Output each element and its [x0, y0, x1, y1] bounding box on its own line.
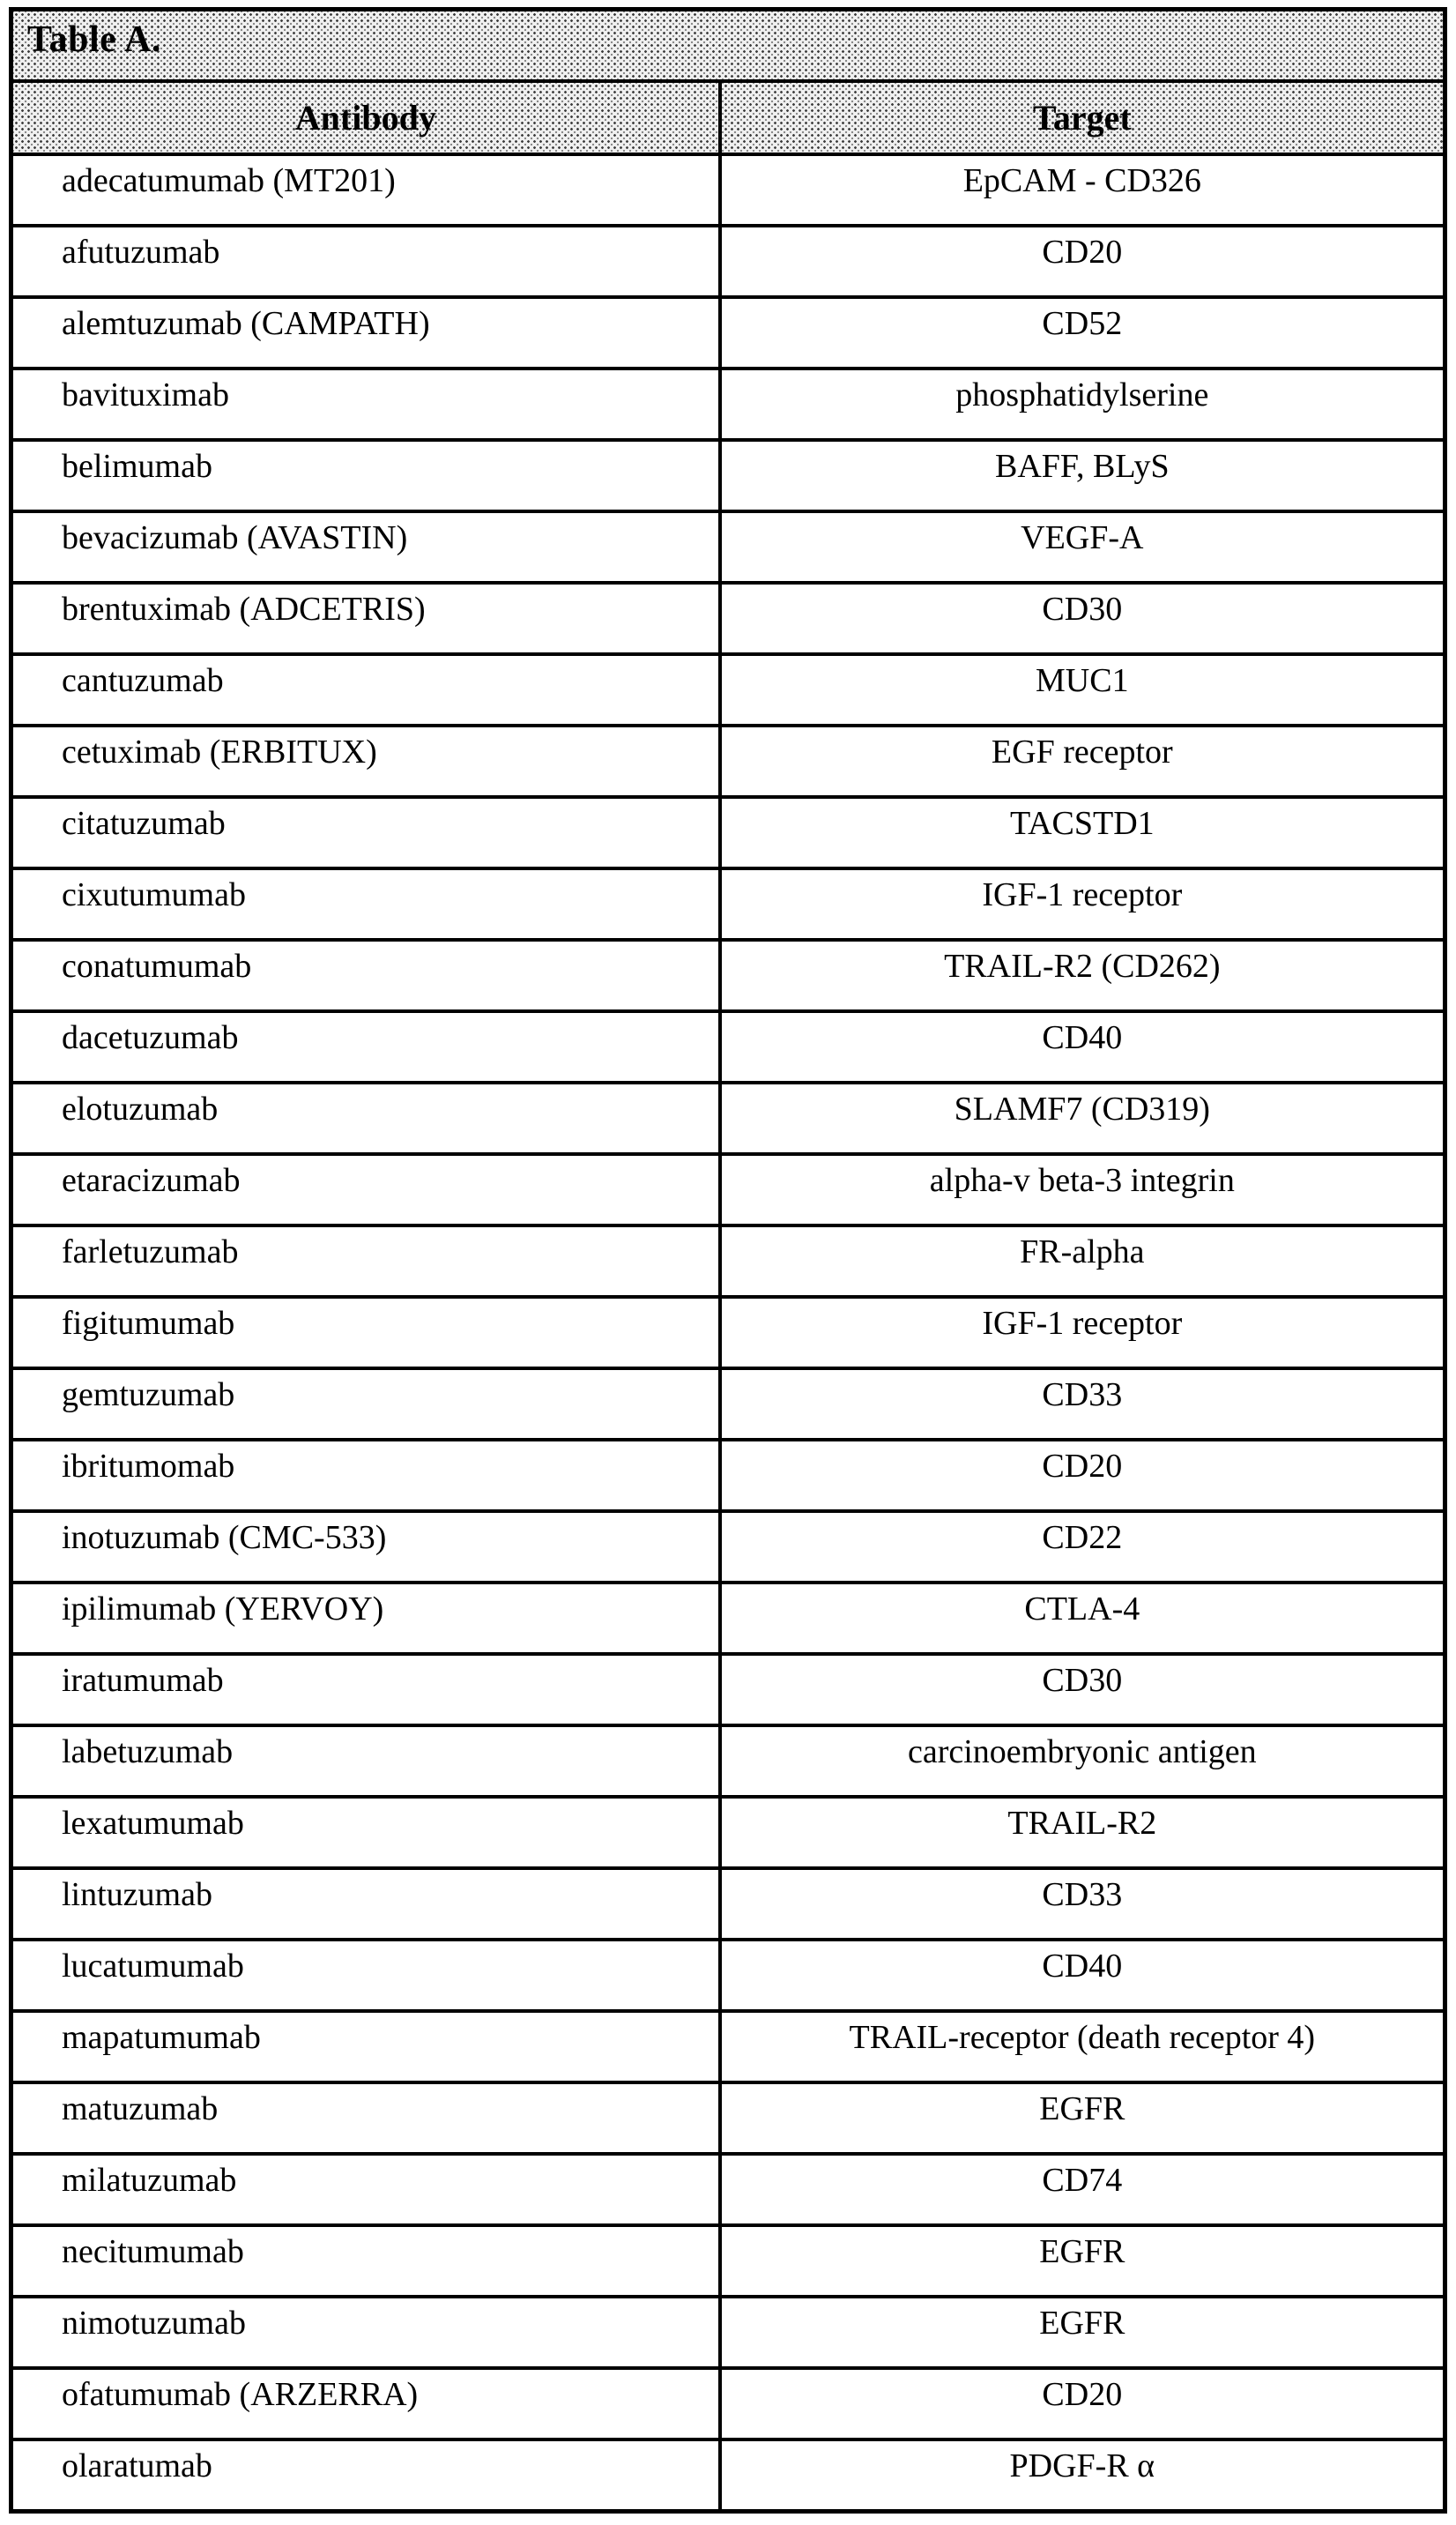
target-cell: CD74 — [718, 2156, 1443, 2223]
column-header-antibody: Antibody — [294, 97, 436, 138]
target-cell: CTLA-4 — [718, 1584, 1443, 1652]
antibody-cell: adecatumumab (MT201) — [62, 162, 396, 199]
antibody-cell: nimotuzumab — [62, 2305, 246, 2342]
target-cell: CD40 — [718, 1013, 1443, 1081]
antibody-cell: elotuzumab — [62, 1091, 219, 1128]
target-cell: CD33 — [718, 1370, 1443, 1438]
table-row — [13, 1795, 1443, 1866]
target-cell: EGFR — [718, 2298, 1443, 2366]
antibody-cell: lintuzumab — [62, 1876, 212, 1913]
column-header-target: Target — [718, 83, 1443, 153]
table-row — [13, 1509, 1443, 1581]
target-cell: FR-alpha — [718, 1227, 1443, 1295]
table-row — [13, 652, 1443, 724]
table-row — [13, 510, 1443, 581]
table-row — [13, 2081, 1443, 2152]
target-cell: CD30 — [718, 1656, 1443, 1724]
table-body — [13, 153, 1443, 2509]
antibody-cell: ibritumomab — [62, 1448, 235, 1485]
target-cell: CD30 — [718, 585, 1443, 652]
target-cell: CD40 — [718, 1941, 1443, 2009]
table-title-row — [13, 11, 1443, 79]
antibody-cell: ipilimumab (YERVOY) — [62, 1590, 384, 1627]
table-row — [13, 867, 1443, 938]
antibody-cell: milatuzumab — [62, 2162, 237, 2199]
antibody-cell: gemtuzumab — [62, 1376, 235, 1413]
antibody-cell: dacetuzumab — [62, 1019, 239, 1056]
antibody-cell: brentuximab (ADCETRIS) — [62, 591, 426, 628]
antibody-cell: inotuzumab (CMC-533) — [62, 1519, 387, 1556]
antibody-cell: matuzumab — [62, 2090, 219, 2127]
table-row — [13, 295, 1443, 367]
target-cell: BAFF, BLyS — [718, 442, 1443, 510]
table-row — [13, 153, 1443, 224]
table-row — [13, 224, 1443, 295]
target-cell: EpCAM - CD326 — [718, 156, 1443, 224]
target-cell: IGF-1 receptor — [718, 870, 1443, 938]
target-cell: PDGF-R α — [718, 2441, 1443, 2509]
table-row — [13, 2366, 1443, 2438]
target-cell: carcinoembryonic antigen — [718, 1727, 1443, 1795]
target-cell: IGF-1 receptor — [718, 1299, 1443, 1367]
table-row — [13, 1581, 1443, 1652]
table-row — [13, 1295, 1443, 1367]
antibody-cell: lexatumumab — [62, 1805, 244, 1842]
target-cell: TRAIL-R2 — [718, 1799, 1443, 1866]
target-cell: CD20 — [718, 1441, 1443, 1509]
antibody-cell: lucatumumab — [62, 1948, 244, 1985]
target-cell: VEGF-A — [718, 513, 1443, 581]
antibody-cell: belimumab — [62, 448, 212, 485]
table-row — [13, 2152, 1443, 2223]
table-title: Table A. — [27, 19, 161, 60]
target-cell: CD33 — [718, 1870, 1443, 1938]
target-cell: EGFR — [718, 2084, 1443, 2152]
antibody-cell: citatuzumab — [62, 805, 226, 842]
antibody-cell: mapatumumab — [62, 2019, 261, 2056]
table-row — [13, 724, 1443, 795]
table-row — [13, 2009, 1443, 2081]
target-cell: phosphatidylserine — [718, 370, 1443, 438]
table-row — [13, 2438, 1443, 2509]
antibody-cell: cixutumumab — [62, 876, 246, 913]
table-row — [13, 1724, 1443, 1795]
antibody-cell: bavituximab — [62, 376, 229, 413]
table-row — [13, 795, 1443, 867]
table-row — [13, 938, 1443, 1009]
target-cell: CD22 — [718, 1513, 1443, 1581]
target-cell: TRAIL-receptor (death receptor 4) — [718, 2013, 1443, 2081]
table-row — [13, 581, 1443, 652]
antibody-cell: farletuzumab — [62, 1233, 239, 1270]
target-cell: TACSTD1 — [718, 799, 1443, 867]
antibody-cell: cantuzumab — [62, 662, 224, 699]
antibody-cell: cetuximab (ERBITUX) — [62, 734, 377, 771]
table-row — [13, 1938, 1443, 2009]
table-row — [13, 1081, 1443, 1152]
target-cell: alpha-v beta-3 integrin — [718, 1156, 1443, 1224]
table-header-row — [13, 79, 1443, 153]
antibody-cell: afutuzumab — [62, 234, 220, 271]
target-cell: CD52 — [718, 299, 1443, 367]
target-cell: EGFR — [718, 2227, 1443, 2295]
table-row — [13, 1224, 1443, 1295]
antibody-cell: ofatumumab (ARZERRA) — [62, 2376, 419, 2413]
table-row — [13, 2295, 1443, 2366]
antibody-cell: alemtuzumab (CAMPATH) — [62, 305, 430, 342]
table-row — [13, 438, 1443, 510]
target-cell: EGF receptor — [718, 727, 1443, 795]
table-row — [13, 1438, 1443, 1509]
table-row — [13, 367, 1443, 438]
table-row — [13, 1652, 1443, 1724]
target-cell: CD20 — [718, 227, 1443, 295]
antibody-cell: labetuzumab — [62, 1733, 234, 1770]
antibody-cell: olaratumab — [62, 2447, 212, 2484]
target-cell: CD20 — [718, 2370, 1443, 2438]
target-cell: MUC1 — [718, 656, 1443, 724]
antibody-cell: necitumumab — [62, 2233, 244, 2270]
antibody-target-table — [9, 7, 1447, 2514]
target-cell: SLAMF7 (CD319) — [718, 1084, 1443, 1152]
antibody-cell: conatumumab — [62, 948, 252, 985]
table-row — [13, 2223, 1443, 2295]
table-row — [13, 1367, 1443, 1438]
antibody-cell: iratumumab — [62, 1662, 224, 1699]
table-row — [13, 1152, 1443, 1224]
antibody-cell: figitumumab — [62, 1305, 235, 1342]
target-cell: TRAIL-R2 (CD262) — [718, 942, 1443, 1009]
antibody-cell: bevacizumab (AVASTIN) — [62, 519, 408, 556]
antibody-cell: etaracizumab — [62, 1162, 241, 1199]
table-row — [13, 1866, 1443, 1938]
table-row — [13, 1009, 1443, 1081]
